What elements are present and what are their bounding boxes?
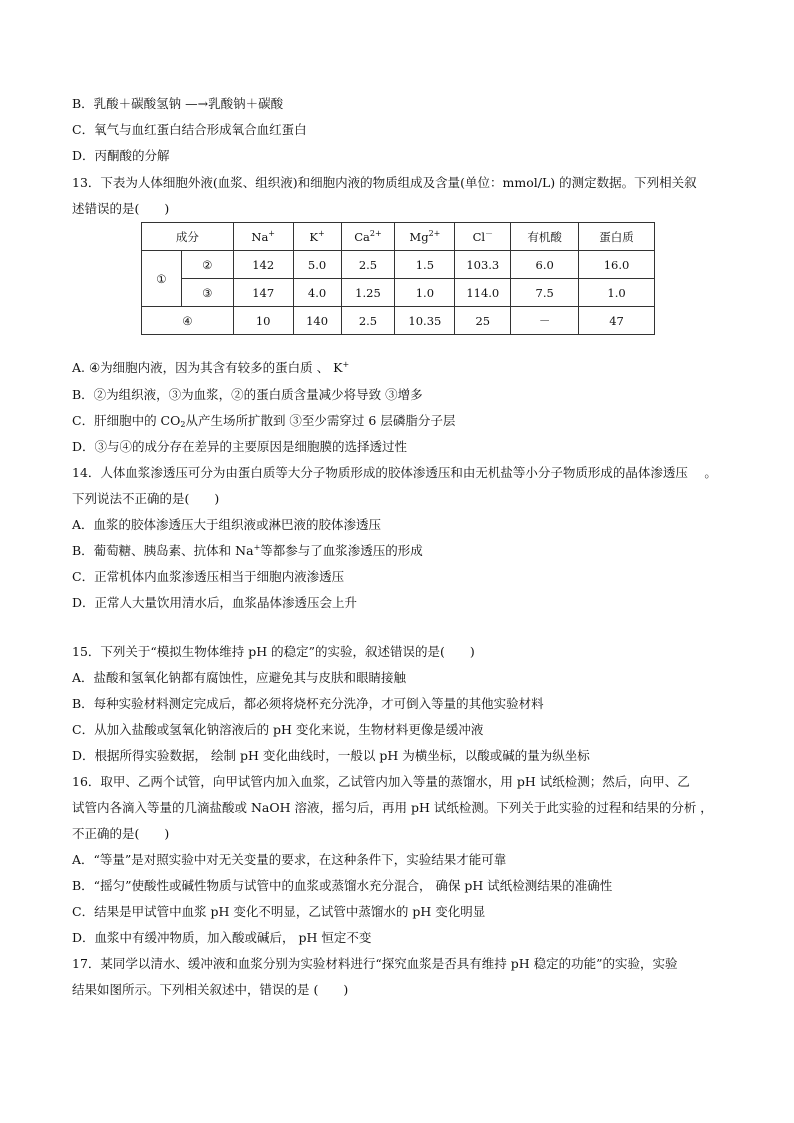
q17-stem-line1: 17．某同学以清水、缓冲液和血浆分别为实验材料进行“探究血浆是否具有维持 pH 稳定的功能”的实验，实验 bbox=[72, 956, 678, 971]
q14-stem-line2: 下列说法不正确的是( ) bbox=[72, 491, 220, 506]
q15-stem: 15．下列关于“模拟生物体维持 pH 的稳定”的实验，叙述错误的是( ) bbox=[72, 644, 475, 659]
cell-ca: 2.5 bbox=[341, 307, 395, 335]
cell-na: 142 bbox=[233, 251, 293, 279]
q16-option-d: D．血浆中有缓冲物质，加入酸或碱后， pH 恒定不变 bbox=[72, 930, 372, 945]
q14-option-b: B．葡萄糖、胰岛素、抗体和 Na+等都参与了血浆渗透压的形成 bbox=[72, 543, 423, 558]
q14-stem-line1: 14．人体血浆渗透压可分为由蛋白质等大分子物质形成的胶体渗透压和由无机盐等小分子物质形成的晶体渗透压 。 bbox=[72, 465, 717, 480]
table-row bbox=[142, 279, 655, 307]
header-organic-acid: 有机酸 bbox=[511, 223, 579, 251]
cell-na: 10 bbox=[233, 307, 293, 335]
q16-stem-line2: 试管内各滴入等量的几滴盐酸或 NaOH 溶液，摇匀后，再用 pH 试纸检测。下列关于此实验的过程和结果的分析 ， bbox=[72, 800, 713, 815]
q16-option-a: A．“等量”是对照实验中对无关变量的要求，在这种条件下，实验结果才能可靠 bbox=[72, 852, 507, 867]
header-protein: 蛋白质 bbox=[579, 223, 655, 251]
q13-stem-line1: 13．下表为人体细胞外液(血浆、组织液)和细胞内液的物质组成及含量(单位：mmol/L) 的测定数据。下列相关叙 bbox=[72, 175, 697, 190]
header-component: 成分 bbox=[142, 223, 234, 251]
row-label: ④ bbox=[142, 307, 234, 335]
q14-option-d: D．正常人大量饮用清水后，血浆晶体渗透压会上升 bbox=[72, 595, 358, 610]
cell-cl: 25 bbox=[455, 307, 511, 335]
row-label: ② bbox=[181, 251, 233, 279]
q13-option-d: D．③与④的成分存在差异的主要原因是细胞膜的选择透过性 bbox=[72, 439, 408, 454]
table-row bbox=[142, 251, 655, 279]
q13-composition-table bbox=[141, 222, 655, 335]
cell-k: 140 bbox=[293, 307, 341, 335]
cell-organic-acid: 6.0 bbox=[511, 251, 579, 279]
q12-option-c: C．氧气与血红蛋白结合形成氧合血红蛋白 bbox=[72, 122, 307, 137]
cell-organic-acid: － bbox=[511, 307, 579, 335]
cell-protein: 16.0 bbox=[579, 251, 655, 279]
cell-mg: 1.5 bbox=[395, 251, 455, 279]
cell-protein: 47 bbox=[579, 307, 655, 335]
q17-stem-line2: 结果如图所示。下列相关叙述中，错误的是 ( ) bbox=[72, 982, 349, 997]
cell-organic-acid: 7.5 bbox=[511, 279, 579, 307]
cell-k: 5.0 bbox=[293, 251, 341, 279]
q14-option-c: C．正常机体内血浆渗透压相当于细胞内液渗透压 bbox=[72, 569, 345, 584]
q12-option-b: B．乳酸＋碳酸氢钠 —→乳酸钠＋碳酸 bbox=[72, 96, 284, 111]
q16-option-c: C．结果是甲试管中血浆 pH 变化不明显，乙试管中蒸馏水的 pH 变化明显 bbox=[72, 904, 486, 919]
q13-option-b: B．②为组织液，③为血浆，②的蛋白质含量减少将导致 ③增多 bbox=[72, 387, 423, 402]
cell-protein: 1.0 bbox=[579, 279, 655, 307]
cell-cl: 103.3 bbox=[455, 251, 511, 279]
header-mg: $Mg^{2+}$ bbox=[395, 223, 455, 251]
q15-option-d: D．根据所得实验数据， 绘制 pH 变化曲线时，一般以 pH 为横坐标，以酸或碱的量为纵坐标 bbox=[72, 748, 590, 763]
q15-option-c: C．从加入盐酸或氢氧化钠溶液后的 pH 变化来说，生物材料更像是缓冲液 bbox=[72, 722, 484, 737]
table-header-row bbox=[142, 223, 655, 251]
q16-stem-line1: 16．取甲、乙两个试管，向甲试管内加入血浆，乙试管内加入等量的蒸馏水，用 pH 试纸检测；然后，向甲、乙 bbox=[72, 774, 690, 789]
q15-option-b: B．每种实验材料测定完成后，都必须将烧杯充分洗净，才可倒入等量的其他实验材料 bbox=[72, 696, 544, 711]
q12-option-d: D．丙酮酸的分解 bbox=[72, 148, 170, 163]
cell-mg: 10.35 bbox=[395, 307, 455, 335]
q16-option-b: B．“摇匀”使酸性或碱性物质与试管中的血浆或蒸馏水充分混合， 确保 pH 试纸检测结果的准确性 bbox=[72, 878, 613, 893]
cell-ca: 2.5 bbox=[341, 251, 395, 279]
cell-mg: 1.0 bbox=[395, 279, 455, 307]
header-k: K+ bbox=[293, 223, 341, 251]
q16-stem-line3: 不正确的是( ) bbox=[72, 826, 170, 841]
header-cl: Cl－ bbox=[455, 223, 511, 251]
row-label: ③ bbox=[181, 279, 233, 307]
cell-na: 147 bbox=[233, 279, 293, 307]
q13-option-c: C．肝细胞中的 $CO_2$从产生场所扩散到 ③至少需穿过 6 层磷脂分子层 bbox=[72, 413, 456, 429]
table-row bbox=[142, 307, 655, 335]
cell-ca: 1.25 bbox=[341, 279, 395, 307]
q13-stem-line2: 述错误的是( ) bbox=[72, 201, 170, 216]
cell-k: 4.0 bbox=[293, 279, 341, 307]
cell-cl: 114.0 bbox=[455, 279, 511, 307]
header-ca: $Ca^{2+}$ bbox=[341, 223, 395, 251]
header-na: Na+ bbox=[233, 223, 293, 251]
q14-option-a: A．血浆的胶体渗透压大于组织液或淋巴液的胶体渗透压 bbox=[72, 517, 382, 532]
q15-option-a: A．盐酸和氢氧化钠都有腐蚀性，应避免其与皮肤和眼睛接触 bbox=[72, 670, 407, 685]
row-group-label: ① bbox=[142, 251, 182, 307]
q13-option-a: A. ④为细胞内液，因为其含有较多的蛋白质 、 K+ bbox=[72, 360, 350, 375]
